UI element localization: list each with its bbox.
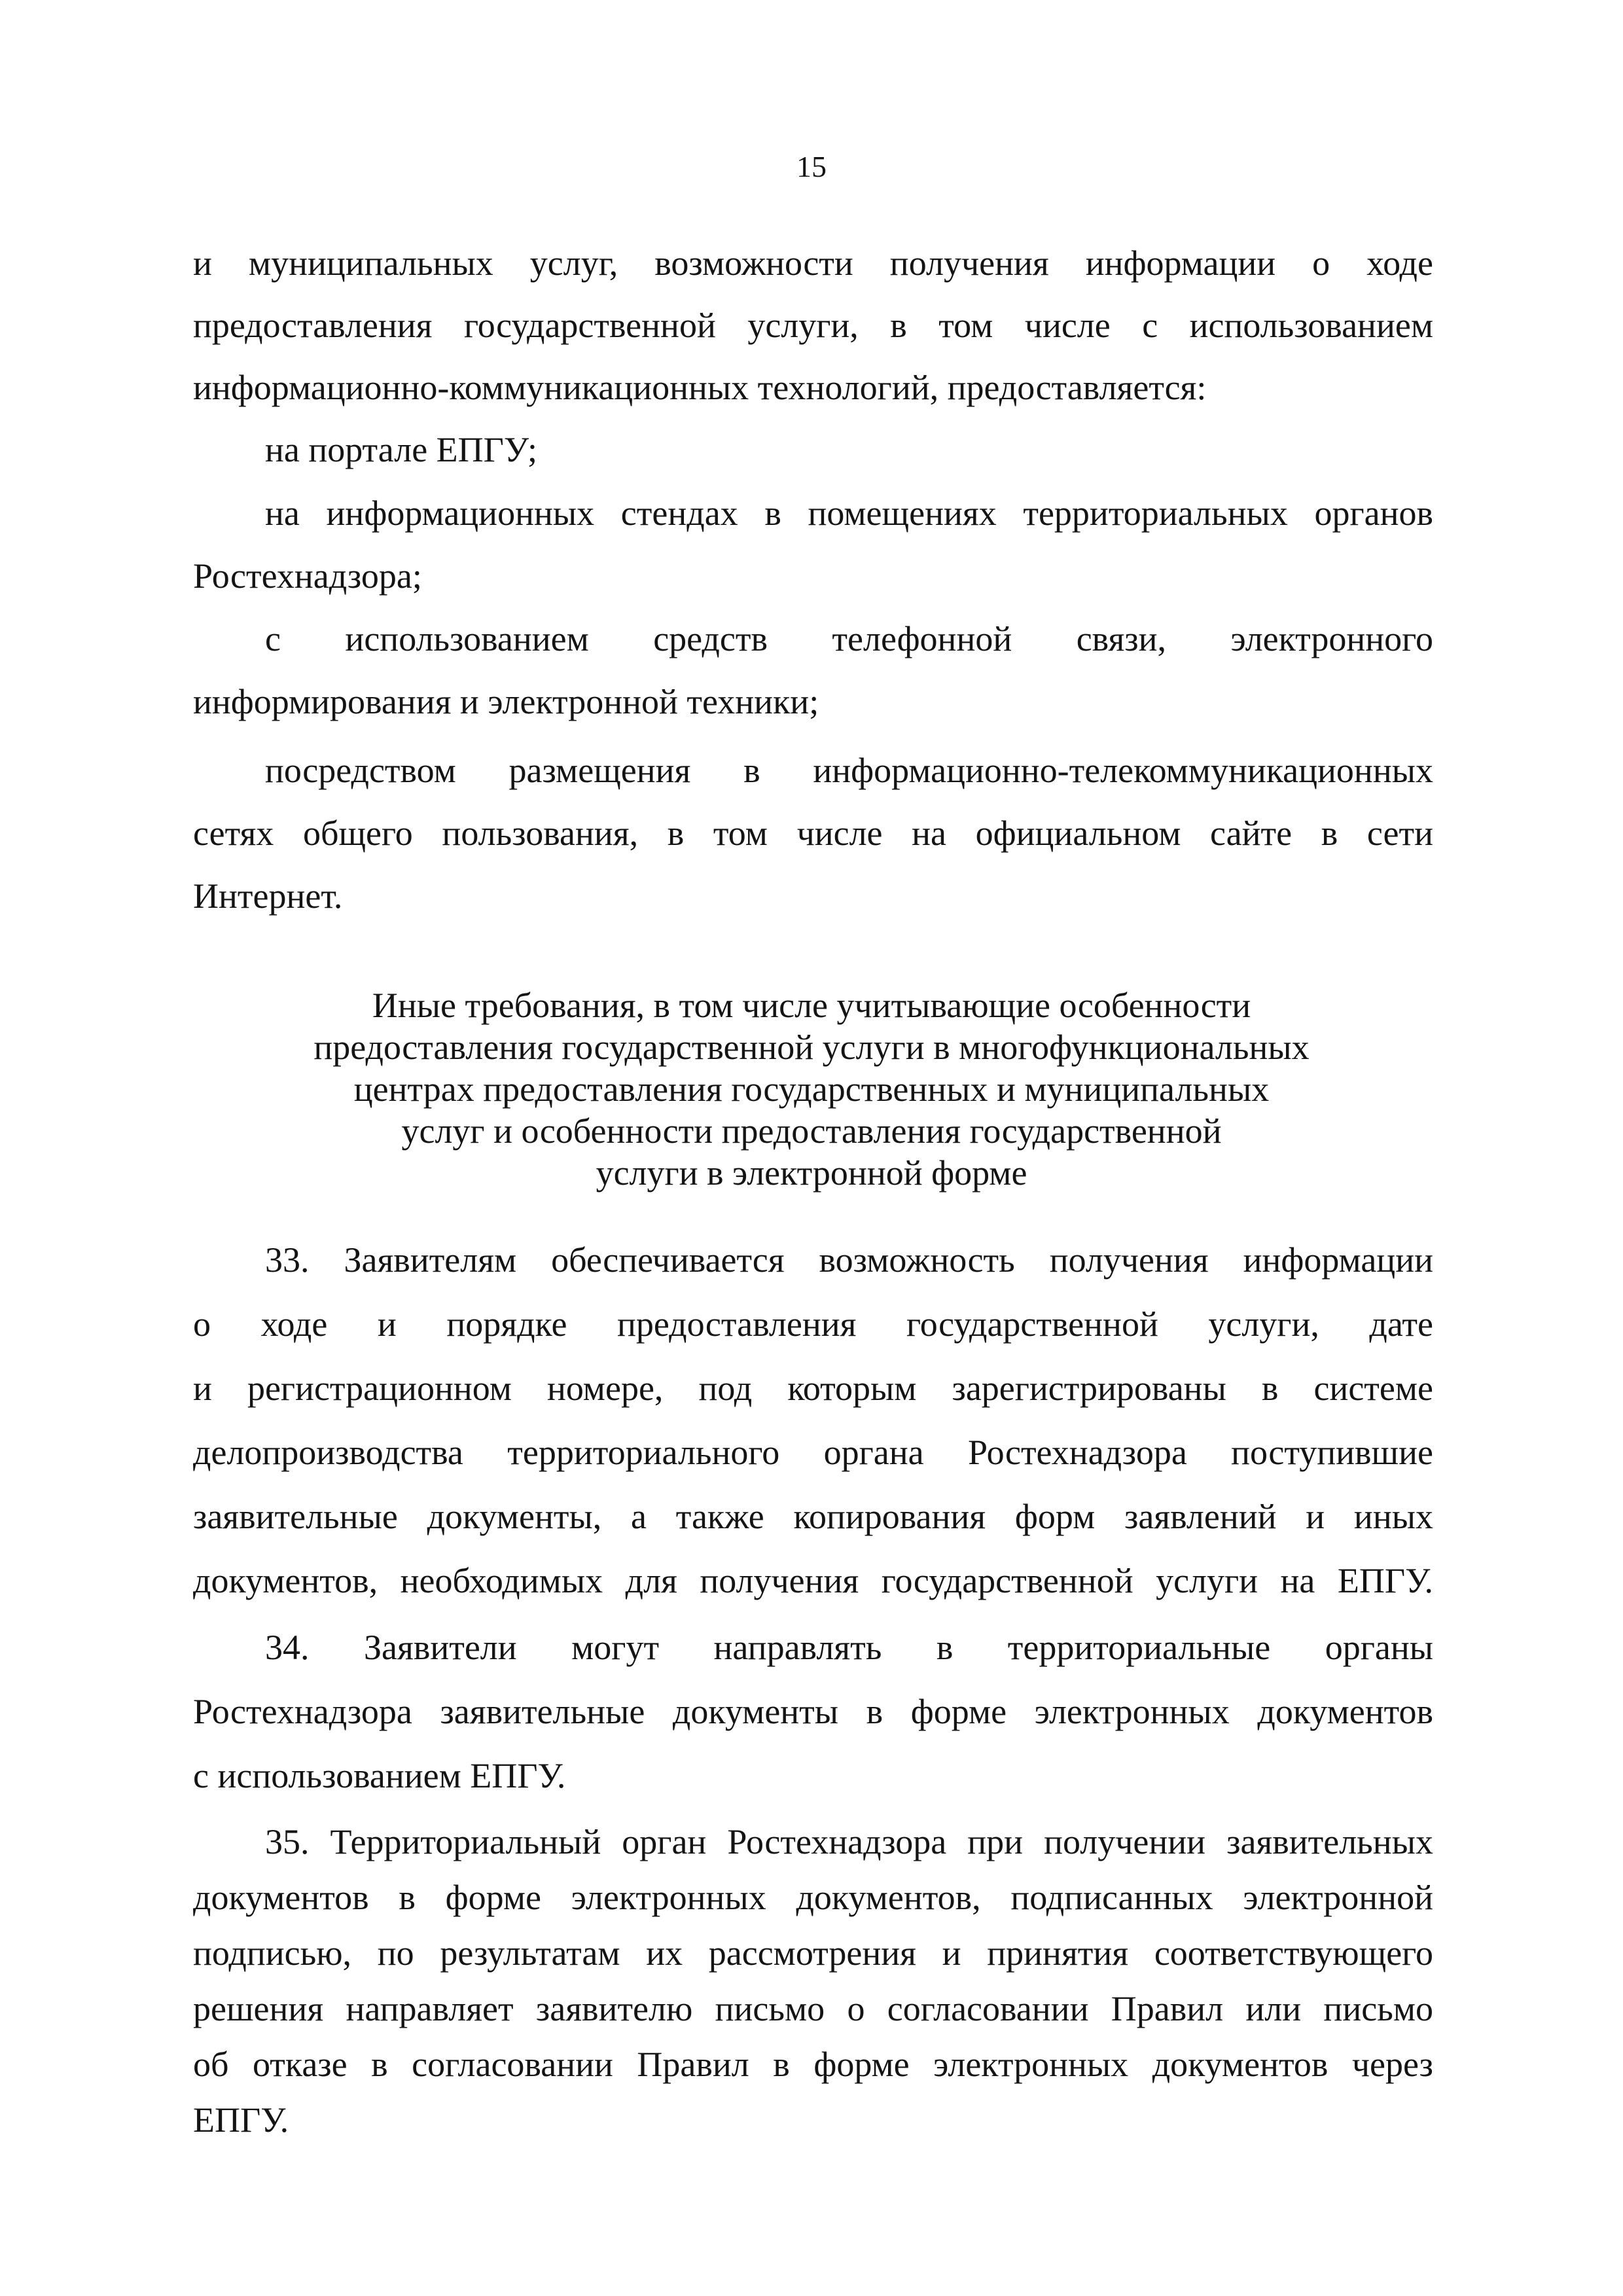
list-item-phone-line-2: информирования и электронной техники; (193, 682, 819, 721)
section-heading-line-5: услуги в электронной форме (596, 1153, 1027, 1193)
paragraph-33-line-4: делопроизводства территориального органа Ростехнадзора поступившие (193, 1433, 1433, 1472)
paragraph-33-line-1: 33. Заявителям обеспечивается возможность получения информации (265, 1240, 1433, 1280)
paragraph-35-line-3: подписью, по результатам их рассмотрения и принятия соответствующего (193, 1933, 1433, 1973)
paragraph-35-line-6: ЕПГУ. (193, 2100, 289, 2140)
intro-line-2: предоставления государственной услуги, в том числе с использованием (193, 306, 1433, 345)
paragraph-35-line-2: документов в форме электронных документов, подписанных электронной (193, 1878, 1433, 1917)
intro-line-1: и муниципальных услуг, возможности получения информации о ходе (193, 243, 1433, 283)
page-number: 15 (796, 150, 827, 183)
paragraph-35-line-1: 35. Территориальный орган Ростехнадзора при получении заявительных (265, 1822, 1433, 1861)
section-heading-line-1: Иные требования, в том числе учитывающие особенности (372, 986, 1251, 1025)
section-heading-line-2: предоставления государственной услуги в многофункциональных (313, 1028, 1310, 1067)
paragraph-35-line-5: об отказе в согласовании Правил в форме электронных документов через (193, 2045, 1433, 2084)
list-item-internet-line-1: посредством размещения в информационно-телекоммуникационных (265, 751, 1433, 790)
paragraph-34-line-3: с использованием ЕПГУ. (193, 1756, 566, 1795)
section-heading-line-3: центрах предоставления государственных и муниципальных (353, 1069, 1270, 1109)
list-item-stands-line-1: на информационных стендах в помещениях территориальных органов (265, 493, 1433, 533)
list-item-internet-line-2: сетях общего пользования, в том числе на официальном сайте в сети (193, 814, 1433, 853)
intro-line-3: информационно-коммуникационных технологий, предоставляется: (193, 368, 1207, 407)
list-item-phone-line-1: с использованием средств телефонной связи, электронного (265, 619, 1433, 658)
list-item-stands-line-2: Ростехнадзора; (193, 556, 422, 596)
section-heading-line-4: услуг и особенности предоставления государственной (401, 1111, 1222, 1151)
paragraph-33-line-3: и регистрационном номере, под которым зарегистрированы в системе (193, 1369, 1433, 1408)
paragraph-35-line-4: решения направляет заявителю письмо о согласовании Правил или письмо (193, 1989, 1433, 2028)
paragraph-34-line-2: Ростехнадзора заявительные документы в форме электронных документов (193, 1692, 1433, 1731)
paragraph-34-line-1: 34. Заявители могут направлять в территориальные органы (265, 1628, 1433, 1667)
paragraph-33-line-2: о ходе и порядке предоставления государственной услуги, дате (193, 1304, 1433, 1344)
paragraph-33-line-6: документов, необходимых для получения государственной услуги на ЕПГУ. (193, 1561, 1433, 1600)
list-item-internet-line-3: Интернет. (193, 876, 343, 916)
paragraph-33-line-5: заявительные документы, а также копирования форм заявлений и иных (193, 1497, 1433, 1536)
list-item-portal: на портале ЕПГУ; (265, 430, 538, 469)
